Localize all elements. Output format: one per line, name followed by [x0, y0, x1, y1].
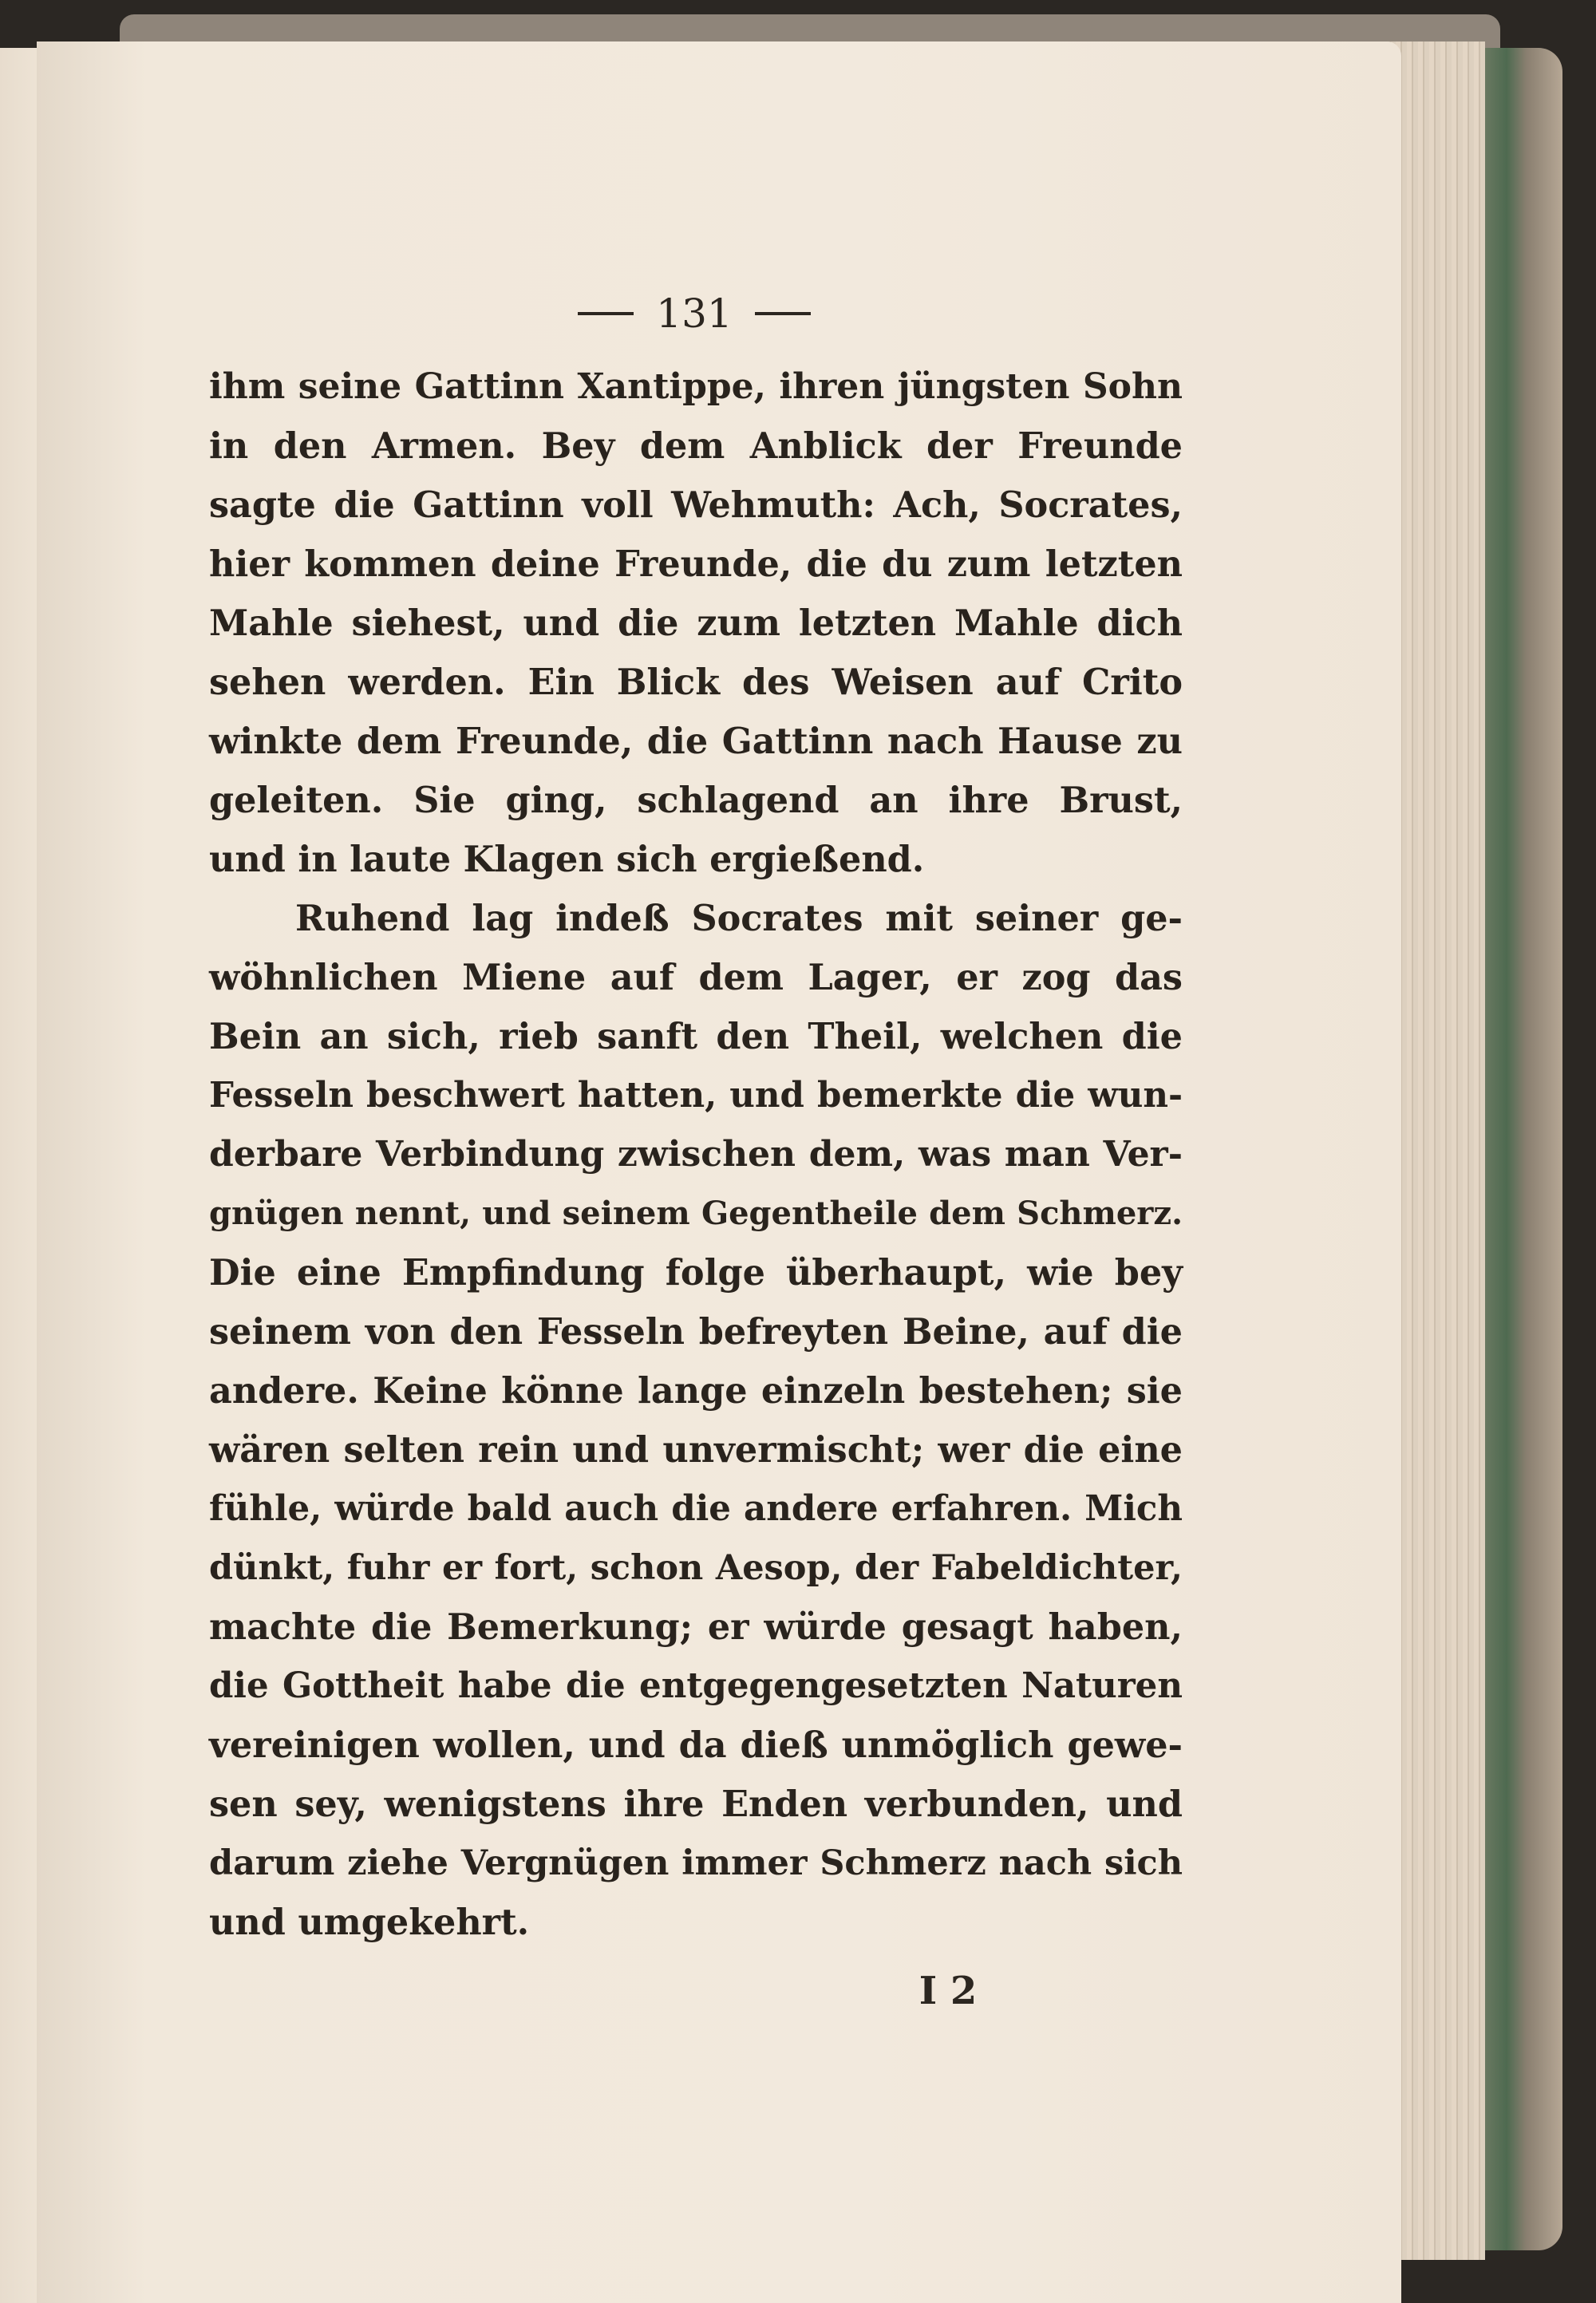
text-line: winkte dem Freunde, die Gattinn nach Hause zu — [209, 721, 1183, 762]
text-line: darum ziehe Vergnügen immer Schmerz nach sich — [209, 1843, 1183, 1883]
header-right-rule — [755, 312, 811, 315]
text-line: sagte die Gattinn voll Wehmuth: Ach, Socrates, — [209, 484, 1183, 526]
body-text — [209, 357, 1183, 1952]
text-line: vereinigen wollen, und da dieß unmöglich gewe- — [209, 1724, 1183, 1766]
paragraph-end-line: und umgekehrt. — [209, 1902, 530, 1943]
text-line: sen sey, wenigstens ihre Enden verbunden, und — [209, 1784, 1183, 1825]
text-line: Die eine Empfindung folge überhaupt, wie bey — [209, 1252, 1183, 1294]
text-line: Fesseln beschwert hatten, und bemerkte die wun- — [209, 1075, 1183, 1116]
text-line: wären selten rein und unvermischt; wer die eine — [209, 1429, 1183, 1471]
paragraph-start-line: Ruhend lag indeß Socrates mit seiner ge- — [295, 898, 1183, 939]
header-left-rule — [578, 312, 634, 315]
text-line: dünkt, fuhr er fort, schon Aesop, der Fabeldichter, — [209, 1548, 1183, 1588]
text-line: Bein an sich, rieb sanft den Theil, welchen die — [209, 1016, 1183, 1057]
printer-signature-mark: I 2 — [918, 1969, 978, 2013]
text-line: die Gottheit habe die entgegengesetzten Naturen — [209, 1665, 1183, 1706]
text-line: machte die Bemerkung; er würde gesagt haben, — [209, 1606, 1183, 1648]
text-line: Mahle siehest, und die zum letzten Mahle dich — [209, 602, 1183, 644]
book-cover-edge — [1483, 48, 1562, 2250]
paragraph-end-line: und in laute Klagen sich ergießend. — [209, 839, 925, 880]
text-line: andere. Keine könne lange einzeln bestehen; sie — [209, 1370, 1183, 1412]
text-line: ihm seine Gattinn Xantippe, ihren jüngsten Sohn — [209, 366, 1183, 407]
text-line: sehen werden. Ein Blick des Weisen auf Crito — [209, 662, 1183, 703]
text-line: hier kommen deine Freunde, die du zum letzten — [209, 543, 1183, 585]
text-line: in den Armen. Bey dem Anblick der Freunde — [209, 425, 1183, 467]
page-number: 131 — [656, 290, 733, 337]
text-line: geleiten. Sie ging, schlagend an ihre Brust, — [209, 780, 1183, 821]
text-line: gnügen nennt, und seinem Gegentheile dem Schmerz. — [209, 1195, 1183, 1232]
text-line: derbare Verbindung zwischen dem, was man Ver- — [209, 1134, 1183, 1175]
text-line: fühle, würde bald auch die andere erfahren. Mich — [209, 1488, 1183, 1529]
page-header — [543, 286, 846, 342]
text-line: seinem von den Fesseln befreyten Beine, auf die — [209, 1311, 1183, 1353]
text-line: wöhnlichen Miene auf dem Lager, er zog das — [209, 957, 1183, 998]
